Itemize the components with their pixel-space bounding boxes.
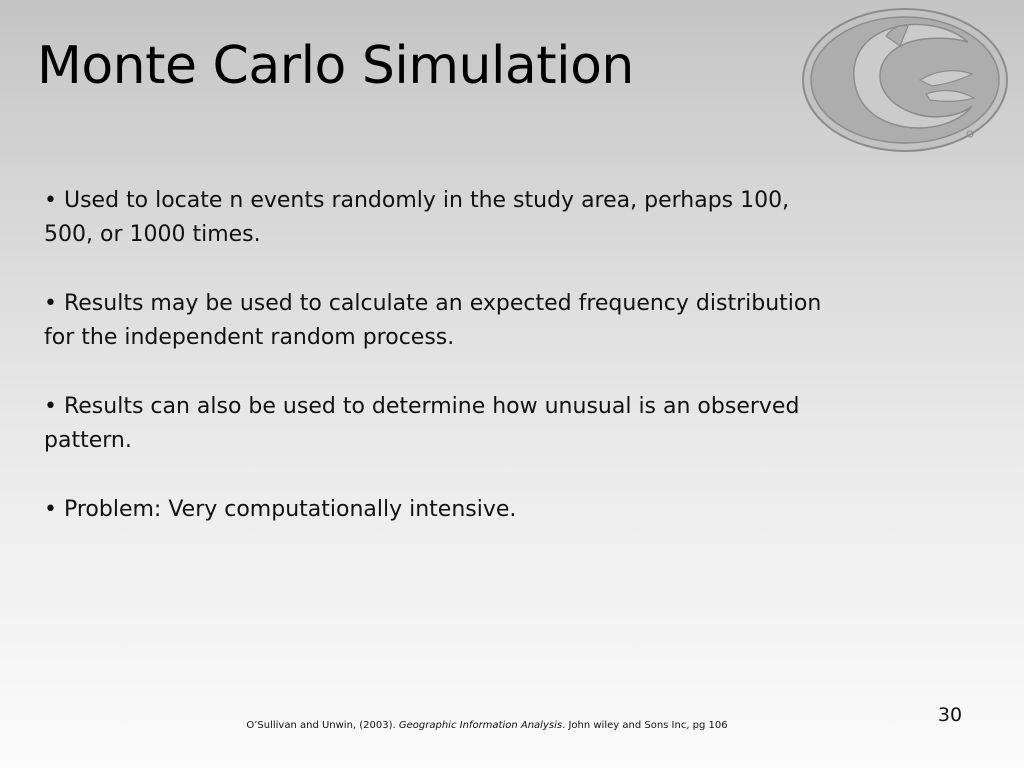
citation-authors: O’Sullivan and Unwin, (2003). [246,720,399,731]
bullet-item: • Results can also be used to determine how unusual is an observed pattern. [44,394,800,453]
bullet-item: • Results may be used to calculate an expected frequency distribution for the independent random process. [44,291,822,350]
page-number: 30 [937,704,963,726]
slide-title: Monte Carlo Simulation [37,36,634,96]
citation-book-title: Geographic Information Analysis [398,720,563,731]
bullet-list [44,184,824,562]
bullet-item: • Problem: Very computationally intensive. [44,497,517,522]
citation [0,720,974,731]
bullet-item: • Used to locate n events randomly in the study area, perhaps 100, 500, or 1000 times. [44,188,790,247]
nittany-lion-logo-icon [800,6,1010,156]
citation-publisher: . John wiley and Sons Inc, pg 106 [562,720,728,731]
